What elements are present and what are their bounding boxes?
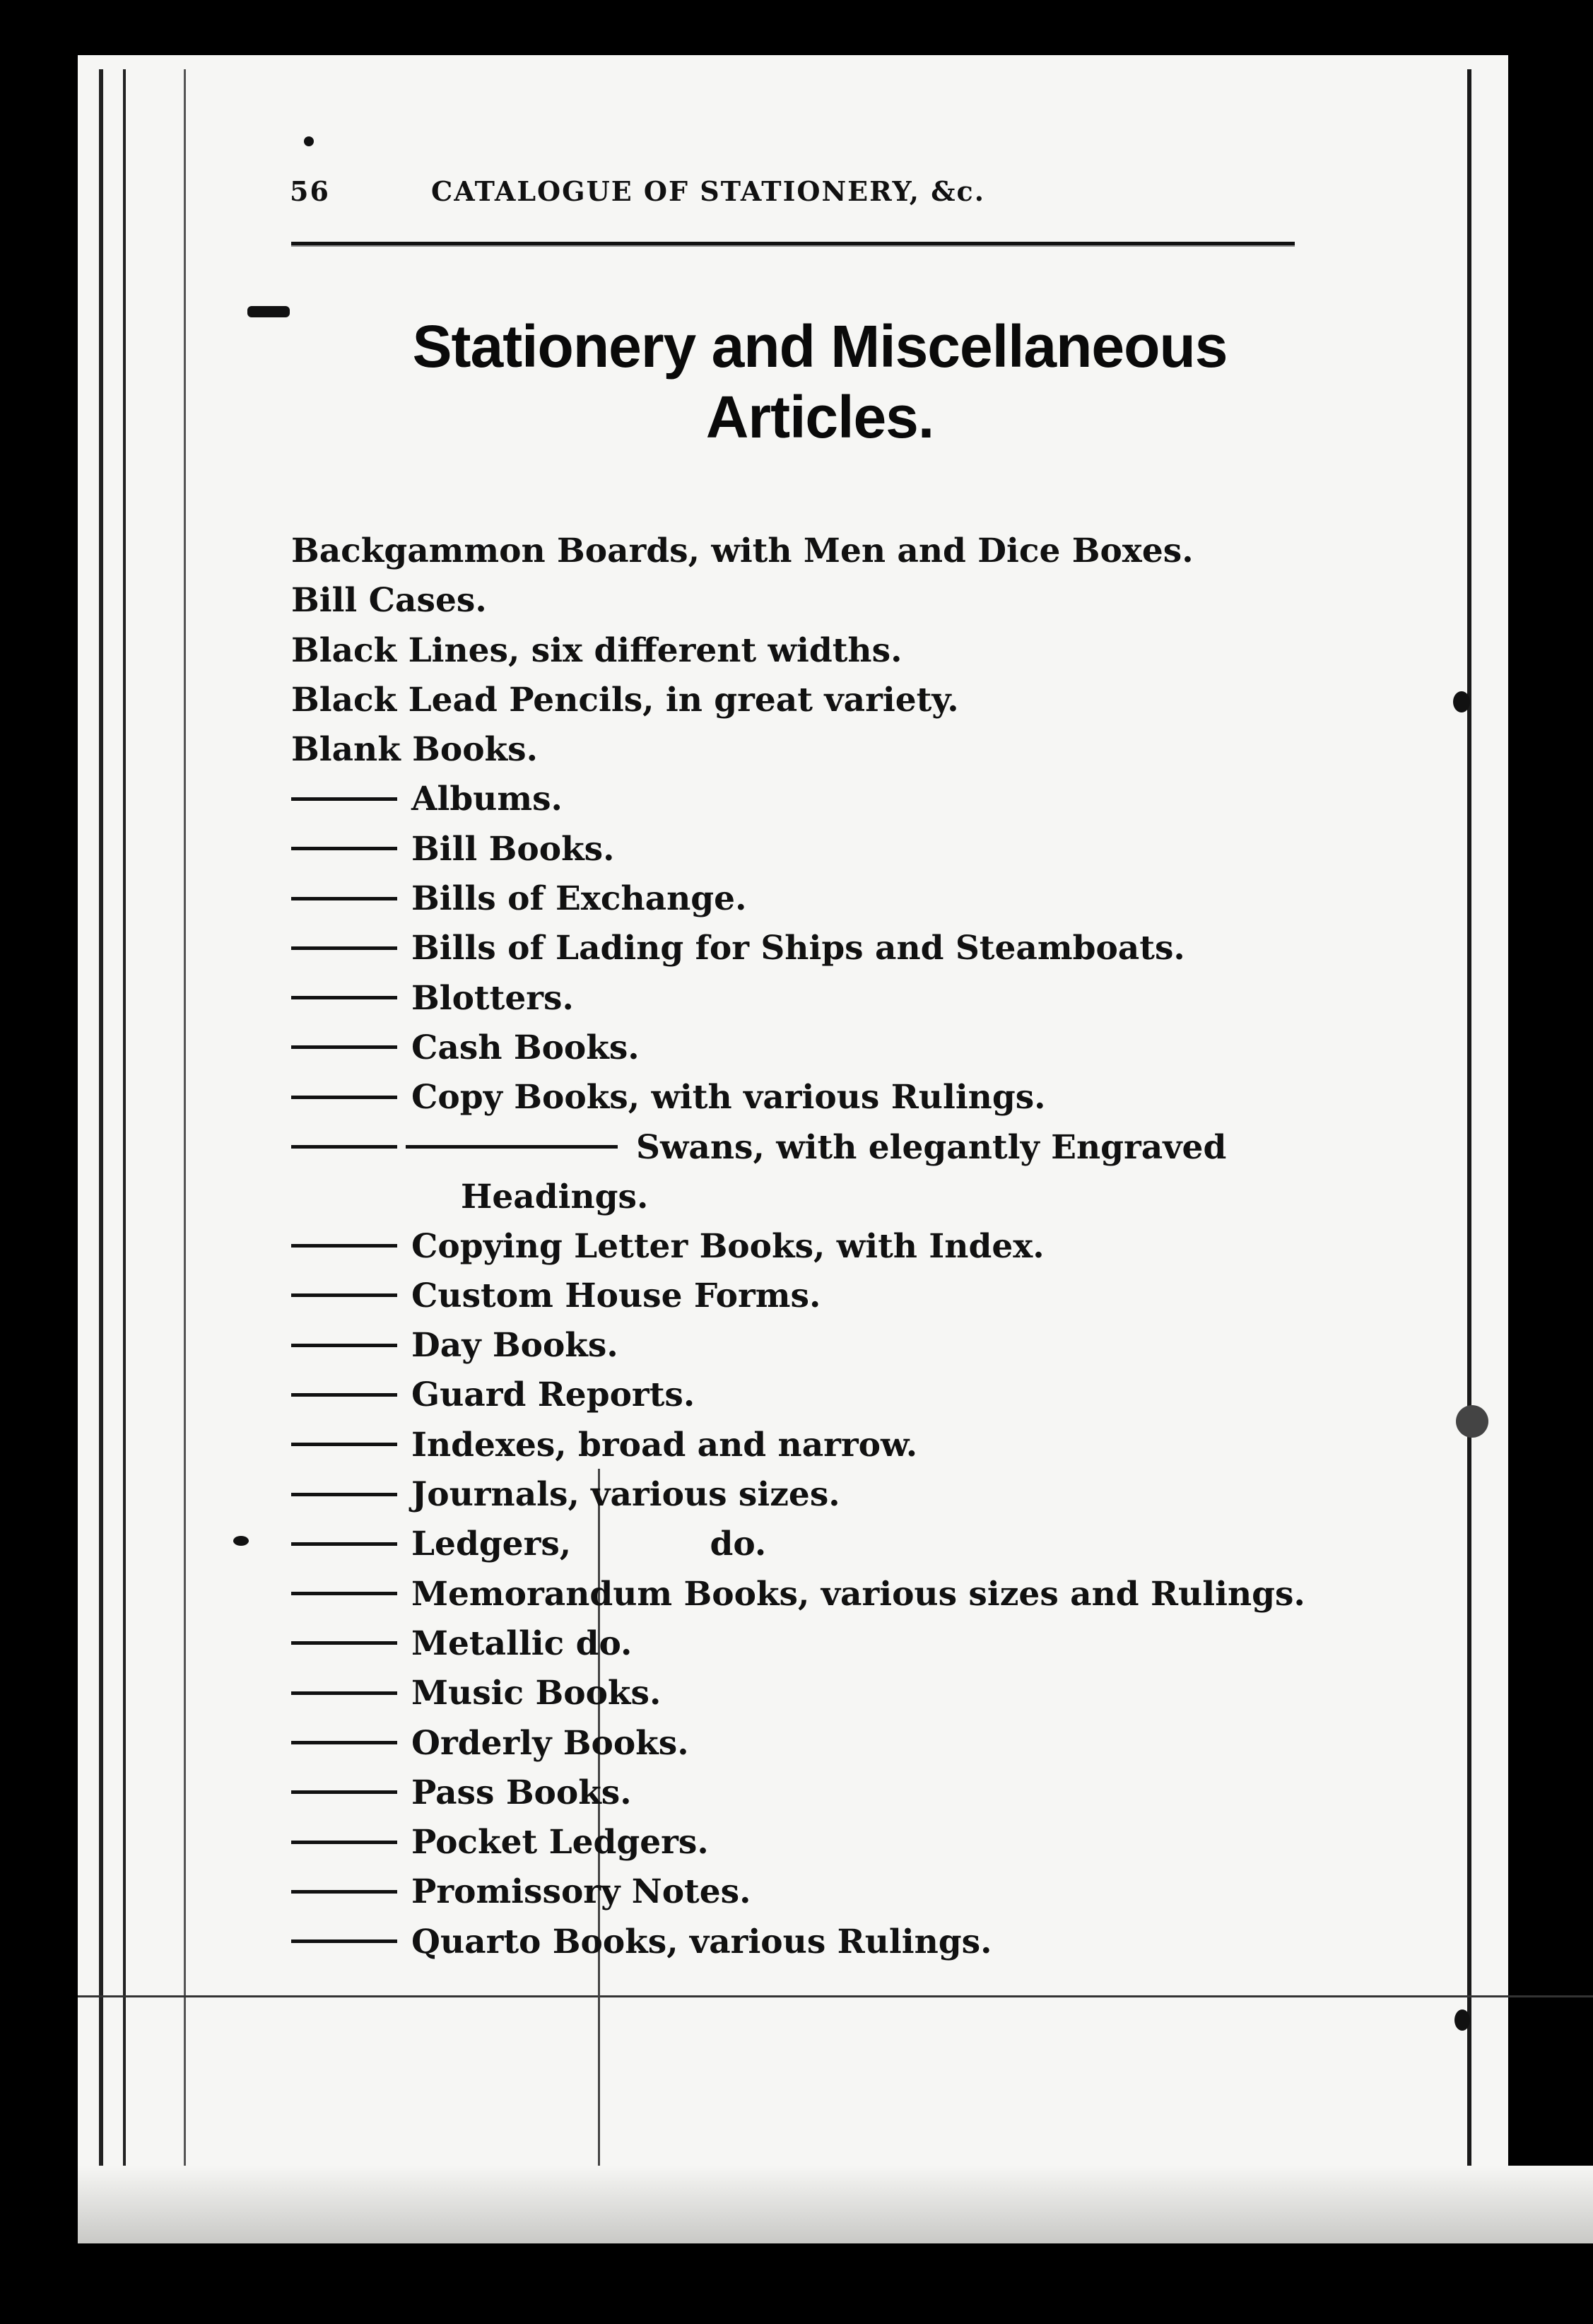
ditto-dash bbox=[291, 1542, 397, 1546]
ditto-dash bbox=[291, 1096, 397, 1099]
ditto-dash bbox=[291, 897, 397, 900]
entry-text: Day Books. bbox=[411, 1326, 618, 1366]
ditto-dash bbox=[291, 797, 397, 801]
entry-text: Pass Books. bbox=[411, 1773, 632, 1812]
ditto-dash bbox=[291, 1493, 397, 1496]
list-item bbox=[291, 1669, 1351, 1718]
section-title bbox=[283, 311, 1357, 452]
entry-text: Swans, with elegantly Engraved bbox=[636, 1127, 1227, 1167]
catalogue-list bbox=[291, 527, 1351, 1967]
entry-continuation: Headings. bbox=[461, 1177, 649, 1216]
ditto-dash bbox=[291, 1293, 397, 1297]
ditto-dash bbox=[291, 1045, 397, 1049]
list-item bbox=[291, 676, 1351, 725]
list-item bbox=[291, 1570, 1351, 1619]
ink-speck bbox=[1454, 2009, 1470, 2031]
list-item bbox=[291, 1073, 1351, 1122]
entry-text: Journals, various sizes. bbox=[411, 1475, 840, 1515]
list-item bbox=[291, 1918, 1351, 1967]
list-item bbox=[291, 1023, 1351, 1073]
ink-speck bbox=[233, 1536, 249, 1546]
ditto-dash bbox=[291, 1592, 397, 1595]
entry-text: Cash Books. bbox=[411, 1028, 640, 1067]
entry-text: Bill Books. bbox=[411, 829, 615, 869]
entry-text: Quarto Books, various Rulings. bbox=[411, 1922, 992, 1961]
entry-text: Albums. bbox=[411, 780, 563, 819]
list-item bbox=[291, 1818, 1351, 1867]
entry-text: Bills of Lading for Ships and Steamboats. bbox=[411, 929, 1185, 968]
page-bottom-shade bbox=[78, 2166, 1593, 2243]
section-title-line1: Stationery and Miscellaneous bbox=[412, 313, 1228, 380]
entry-text: Pocket Ledgers. bbox=[411, 1823, 709, 1862]
ditto-dash bbox=[291, 1790, 397, 1794]
entry-text: Memorandum Books, various sizes and Rulings. bbox=[411, 1574, 1305, 1614]
entry-text: Custom House Forms. bbox=[411, 1276, 821, 1315]
ditto-dash bbox=[291, 1939, 397, 1943]
list-item bbox=[291, 974, 1351, 1023]
ditto-dash bbox=[291, 1641, 397, 1645]
ditto-dash bbox=[291, 1443, 397, 1446]
list-item bbox=[291, 1371, 1351, 1420]
ditto-dash bbox=[291, 1244, 397, 1248]
ditto-dash bbox=[291, 1741, 397, 1744]
entry-text: Copy Books, with various Rulings. bbox=[411, 1078, 1046, 1117]
entry-text: Blotters. bbox=[411, 978, 574, 1018]
entry-text: Bills of Exchange. bbox=[411, 879, 747, 919]
list-item bbox=[291, 1867, 1351, 1917]
list-item bbox=[291, 1619, 1351, 1669]
entry-text: Metallic do. bbox=[411, 1624, 633, 1663]
running-title: CATALOGUE OF STATIONERY, &c. bbox=[431, 175, 985, 207]
list-item bbox=[291, 1470, 1351, 1520]
ink-speck bbox=[304, 136, 314, 146]
ditto-dash bbox=[291, 1691, 397, 1695]
list-item bbox=[291, 775, 1351, 824]
entry-text: Copying Letter Books, with Index. bbox=[411, 1226, 1045, 1266]
binding-edge-line bbox=[184, 69, 186, 2201]
entry-text: Indexes, broad and narrow. bbox=[411, 1425, 918, 1465]
ditto-dash bbox=[291, 1890, 397, 1894]
entry-text: Orderly Books. bbox=[411, 1723, 689, 1763]
list-item bbox=[291, 1123, 1351, 1222]
list-item bbox=[291, 874, 1351, 924]
entry-text: Guard Reports. bbox=[411, 1375, 695, 1415]
page-edge-shadow bbox=[1508, 55, 1593, 2243]
list-item bbox=[291, 1520, 1351, 1569]
stray-ruled-line bbox=[78, 1995, 1593, 1997]
page-number: 56 bbox=[290, 175, 330, 207]
list-item bbox=[291, 1321, 1351, 1371]
ink-speck bbox=[1453, 691, 1470, 712]
ditto-dash bbox=[291, 1145, 397, 1149]
page-fold-line bbox=[1467, 69, 1471, 2243]
list-item bbox=[291, 825, 1351, 874]
ditto-dash bbox=[406, 1145, 618, 1149]
list-item bbox=[291, 1272, 1351, 1321]
entry-text: Bill Cases. bbox=[291, 581, 487, 621]
running-header bbox=[290, 175, 1279, 218]
binding-edge-line bbox=[123, 69, 126, 2201]
list-item bbox=[291, 576, 1351, 626]
ditto-dash bbox=[291, 847, 397, 850]
section-title-line2: Articles. bbox=[705, 384, 934, 450]
ditto-dash bbox=[291, 1841, 397, 1844]
ditto-dash bbox=[291, 996, 397, 999]
entry-text: Music Books. bbox=[411, 1674, 662, 1713]
list-item bbox=[291, 1421, 1351, 1470]
entry-text: Black Lead Pencils, in great variety. bbox=[291, 680, 959, 720]
list-item bbox=[291, 1719, 1351, 1768]
entry-text: Black Lines, six different widths. bbox=[291, 630, 903, 670]
binding-edge-line bbox=[99, 69, 103, 2201]
entry-text: Ledgers, do. bbox=[411, 1525, 767, 1564]
entry-text: Promissory Notes. bbox=[411, 1872, 751, 1912]
list-item bbox=[291, 1768, 1351, 1818]
list-item bbox=[291, 725, 1351, 775]
list-item bbox=[291, 924, 1351, 973]
entry-text: Backgammon Boards, with Men and Dice Boxes. bbox=[291, 532, 1194, 570]
list-item bbox=[291, 626, 1351, 676]
ink-speck bbox=[1456, 1405, 1488, 1438]
ditto-dash bbox=[291, 946, 397, 950]
list-item bbox=[291, 527, 1351, 576]
ditto-dash bbox=[291, 1344, 397, 1347]
entry-text: Blank Books. bbox=[291, 730, 538, 770]
ditto-dash bbox=[291, 1393, 397, 1397]
header-rule bbox=[291, 242, 1295, 247]
list-item bbox=[291, 1222, 1351, 1272]
